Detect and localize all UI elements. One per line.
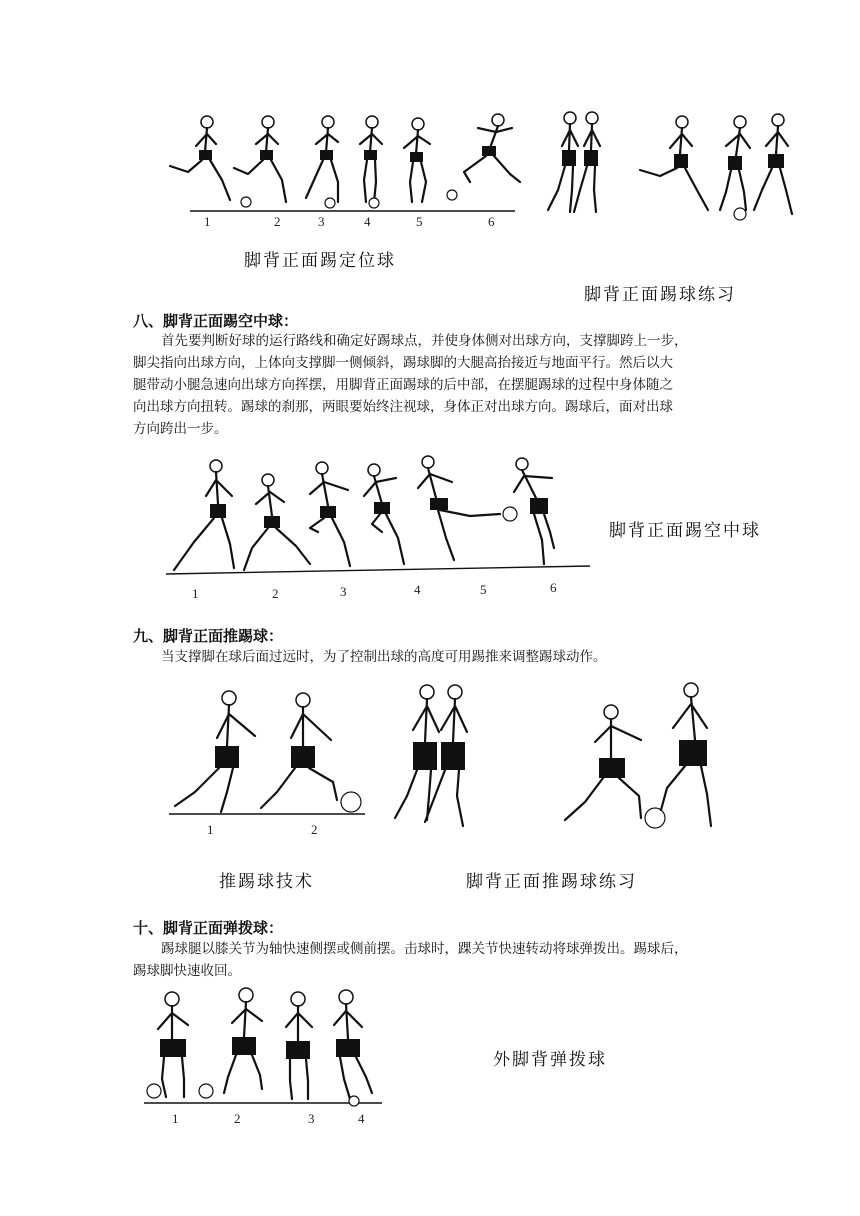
paragraph-line: 当支撑脚在球后面过远时，为了控制出球的高度可用踢推来调整踢球动作。: [161, 649, 607, 665]
step-label: 3: [340, 584, 347, 599]
figure-push-kick-practice: [385, 678, 730, 838]
caption-outside-instep-flick: 外脚背弹拨球: [493, 1050, 607, 1070]
push-kick-practice-illustration: [385, 678, 730, 838]
paragraph-line: 踢球脚快速收回。: [133, 963, 241, 979]
section-paragraph-volley: [133, 330, 733, 440]
caption-instep-place-kick: 脚背正面踢定位球: [244, 251, 396, 271]
instep-place-kick-illustration: [160, 108, 530, 233]
section-heading-push-kick: 九、脚背正面推踢球：: [133, 627, 284, 645]
step-label: 2: [272, 586, 279, 601]
step-label: 1: [204, 214, 211, 229]
outside-instep-flick-illustration: [140, 985, 390, 1130]
step-label: 5: [416, 214, 423, 229]
figure-instep-volley: [160, 452, 600, 602]
caption-push-kick-technique: 推踢球技术: [219, 872, 314, 892]
section-paragraph-push-kick: [133, 646, 733, 668]
section-heading-flick-kick: 十、脚背正面弹拨球：: [133, 919, 284, 937]
paragraph-line: 脚尖指向出球方向，上体向支撑脚一侧倾斜，踢球脚的大腿高抬接近与地面平行。然后以大: [133, 355, 673, 371]
step-label: 5: [480, 582, 487, 597]
paragraph-line: 首先要判断好球的运行路线和确定好踢球点，并使身体侧对出球方向，支撑脚跨上一步，: [161, 333, 688, 349]
step-label: 4: [364, 214, 371, 229]
step-label: 6: [550, 580, 557, 595]
step-label: 1: [192, 586, 199, 601]
step-label: 2: [274, 214, 281, 229]
step-label: 2: [311, 822, 318, 837]
step-label: 4: [414, 582, 421, 597]
step-label: 3: [308, 1111, 315, 1126]
paragraph-line: 向出球方向扭转。踢球的刹那，两眼要始终注视球，身体正对出球方向。踢球后，面对出球: [133, 399, 673, 415]
step-label: 1: [172, 1111, 179, 1126]
section-heading-volley: 八、脚背正面踢空中球：: [133, 312, 299, 330]
caption-push-kick-practice: 脚背正面推踢球练习: [466, 872, 637, 892]
caption-instep-volley: 脚背正面踢空中球: [609, 521, 761, 541]
paragraph-line: 腿带动小腿急速向出球方向挥摆，用脚背正面踢球的后中部，在摆腿踢球的过程中身体随之: [133, 377, 673, 393]
figure-instep-place-kick: [160, 108, 530, 233]
push-kick-technique-illustration: [165, 682, 375, 838]
paragraph-line: 踢球腿以膝关节为轴快速侧摆或侧前摆。击球时，踝关节快速转动将球弹拨出。踢球后，: [161, 941, 688, 957]
caption-instep-kick-practice: 脚背正面踢球练习: [584, 285, 736, 305]
step-label: 2: [234, 1111, 241, 1126]
figure-outside-instep-flick: [140, 985, 390, 1130]
paragraph-line: 方向跨出一步。: [133, 421, 228, 437]
step-label: 4: [358, 1111, 365, 1126]
instep-volley-illustration: [160, 452, 600, 602]
step-label: 6: [488, 214, 495, 229]
section-paragraph-flick-kick: [133, 938, 733, 982]
step-label: 1: [207, 822, 214, 837]
figure-instep-kick-practice: [540, 106, 800, 226]
figure-push-kick-technique: [165, 682, 375, 838]
step-label: 3: [318, 214, 325, 229]
instep-kick-practice-illustration: [540, 106, 800, 226]
